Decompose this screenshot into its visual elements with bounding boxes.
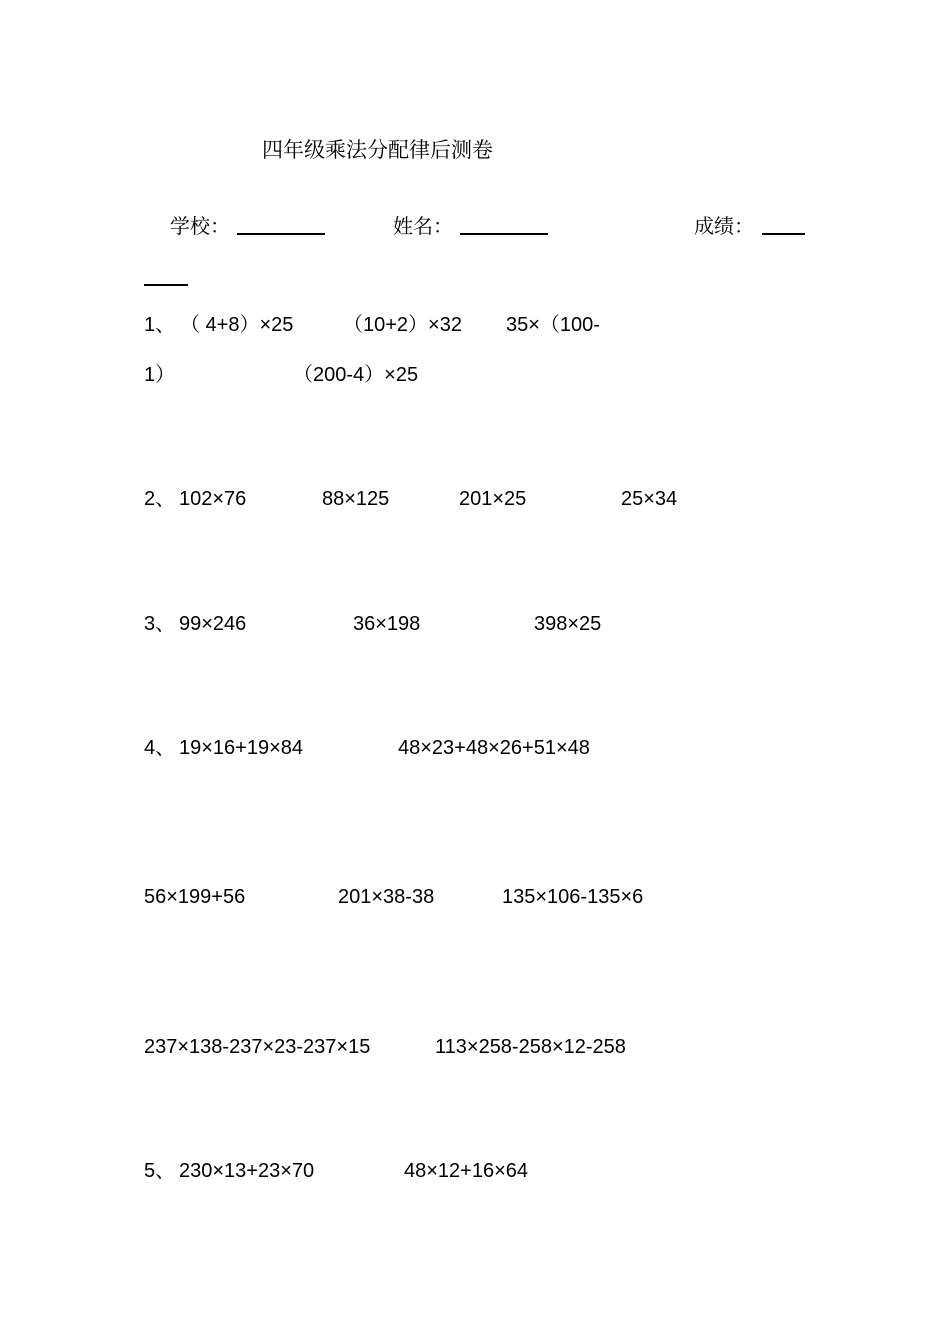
problem-item: 201×38-38	[338, 886, 435, 908]
name-blank	[460, 233, 548, 235]
problem-item: 113×258-258×12-258	[435, 1036, 626, 1058]
problem-item: 1）	[144, 364, 176, 386]
problem-item: 56×199+56	[144, 886, 246, 908]
problem-number: 3、	[144, 613, 176, 635]
school-label: 学校：	[170, 214, 230, 238]
problem-item: 99×246	[179, 613, 247, 635]
problem-item: 237×138-237×23-237×15	[144, 1036, 371, 1058]
problem-number: 1、	[144, 314, 176, 336]
problem-item: 48×12+16×64	[404, 1160, 529, 1182]
problem-item: （200-4）×25	[293, 364, 419, 386]
problem-item: （10+2）×32	[343, 314, 462, 336]
page-title: 四年级乘法分配律后测卷	[262, 138, 493, 162]
problem-item: 48×23+48×26+51×48	[398, 737, 590, 759]
problem-item: 25×34	[621, 488, 678, 510]
problem-number: 4、	[144, 737, 176, 759]
problem-item: 19×16+19×84	[179, 737, 304, 759]
score-blank	[762, 233, 805, 235]
problem-item: （ 4+8）×25	[180, 314, 294, 336]
problem-item: 398×25	[534, 613, 602, 635]
problem-item: 88×125	[322, 488, 390, 510]
problem-item: 230×13+23×70	[179, 1160, 315, 1182]
problem-item: 102×76	[179, 488, 247, 510]
school-blank	[237, 233, 325, 235]
problem-item: 201×25	[459, 488, 527, 510]
problem-item: 135×106-135×6	[502, 886, 644, 908]
score-blank-continued	[144, 284, 188, 286]
problem-number: 2、	[144, 488, 176, 510]
name-label: 姓名：	[393, 214, 453, 238]
problem-item: 35×（100-	[506, 314, 600, 336]
score-label: 成绩：	[694, 214, 754, 238]
problem-number: 5、	[144, 1160, 176, 1182]
problem-item: 36×198	[353, 613, 421, 635]
